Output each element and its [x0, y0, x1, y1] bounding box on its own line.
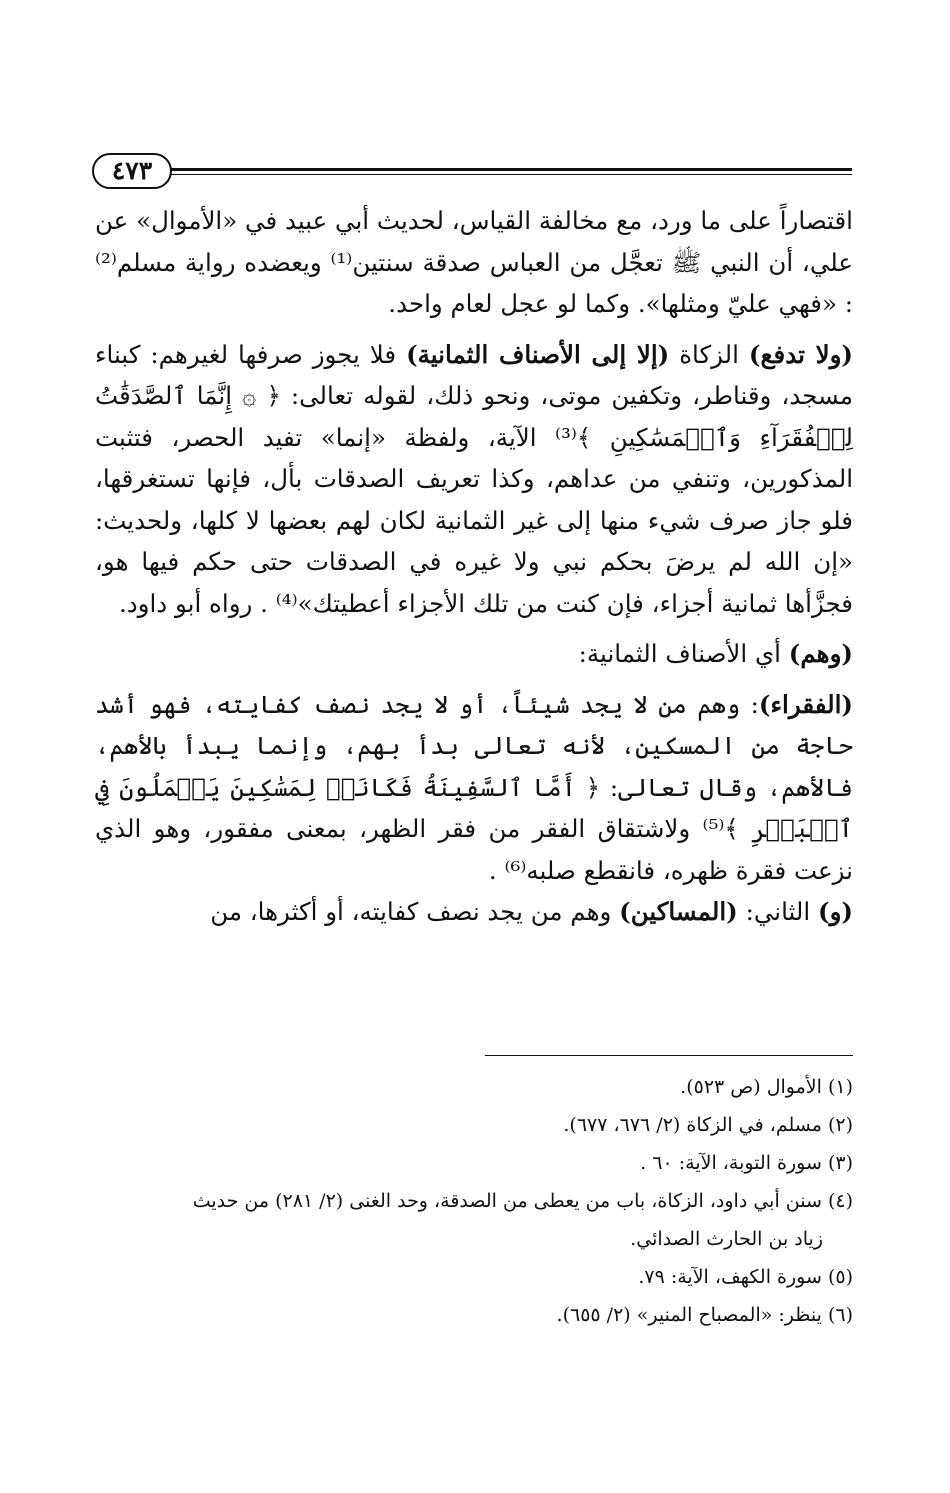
footnote-continuation: زياد بن الحارث الصدائي.	[630, 1228, 823, 1250]
paragraph-2	[95, 334, 853, 625]
footnote-text: سورة الكهف، الآية: ٧٩.	[638, 1266, 828, 1288]
footnote	[95, 1296, 853, 1334]
footnote-number: (٥)	[827, 1266, 853, 1288]
paragraph-5	[95, 891, 853, 933]
bold-term: (و)	[817, 897, 853, 926]
paragraph-text: الثاني:	[737, 897, 818, 926]
footnote-number: (١)	[827, 1076, 853, 1098]
footnote	[95, 1106, 853, 1144]
footnote-number: (٦)	[827, 1304, 853, 1326]
footnote-text: سنن أبي داود، الزكاة، باب من يعطى من الصدقة، وحد الغنى (٢/ ٢٨١) من حديث	[192, 1190, 828, 1212]
footnote	[95, 1182, 853, 1258]
footnote-text: سورة التوبة، الآية: ٦٠ .	[640, 1152, 828, 1174]
bold-term: (إلا إلى الأصناف الثمانية)	[406, 339, 670, 369]
paragraph-4	[95, 684, 853, 892]
paragraph-text: اقتصاراً على ما ورد، مع مخالفة القياس، لحديث أبي عبيد في «الأموال» عن علي، أن النبي ﷺ تعجَّل من العباس صدقة سنتين⁽¹⁾ ويعضده رواية مسلم⁽²⁾ : «فهي عليّ ومثلها». وكما لو عجل لعام واحد.	[95, 206, 853, 318]
footnote-number: (٢)	[827, 1114, 853, 1136]
paragraph-text: وهم من يجد نصف كفايته، أو أكثرها، من	[210, 897, 620, 926]
footnote	[95, 1258, 853, 1296]
main-text	[95, 200, 853, 933]
bold-term: (ولا تدفع)	[748, 339, 853, 369]
footnote-text: ينظر: «المصباح المنير» (٢/ ٦٥٥).	[556, 1304, 828, 1326]
footnote-number: (٣)	[827, 1152, 853, 1174]
paragraph-text: فلا يجوز صرفها لغيرهم: كبناء مسجد، وقناطر، وتكفين موتى، ونحو ذلك، لقوله تعالى: ﴿ ۞ إِنَّمَا ٱلصَّدَقَٰتُ لِلۡفُقَرَآءِ وَٱلۡمَسَٰكِينِ ﴾⁽³⁾ الآية، ولفظة «إنما» تفيد الحصر، فتثبت المذكورين، وتنفي من عداهم، وكذا تعريف الصدقات بأل، فإنها تستغرقها، فلو جاز صرف شيء منها إلى غير الثمانية لكان لهم بعضها لا كلها، ولحديث: «إن الله لم يرضَ بحكم نبي ولا غيره في الصدقات حتى حكم فيها هو، فجزَّأها ثمانية أجزاء، فإن كنت من تلك الأجزاء أعطيتك»⁽⁴⁾ . رواه أبو داود.	[95, 339, 853, 618]
header-rule-thick	[162, 168, 852, 171]
footnote	[95, 1068, 853, 1106]
paragraph-text: الزكاة	[669, 339, 749, 369]
footnote-number: (٤)	[827, 1190, 853, 1212]
footnote-text: الأموال (ص ٥٢٣).	[680, 1076, 828, 1098]
header-rule-thin	[162, 174, 852, 175]
page-header	[92, 150, 852, 190]
paragraph-text: : وهم من لا يجد شيئاً، أو لا يجد نصف كفايته، فهو أشد حاجة من المسكين، لأنه تعالى بدأ بهم، وإنما يبدأ بالأهم، فالأهم، وقال تعالى: ﴿ أَمَّا ٱلسَّفِينَةُ فَكَانَتۡ لِمَسَٰكِينَ يَعۡمَلُونَ فِي ٱلۡبَحۡرِ ﴾⁽⁵⁾ ولاشتقاق الفقر من فقر الظهر، بمعنى مفقور، وهو الذي نزعت فقرة ظهره، فانقطع صلبه⁽⁶⁾ .	[95, 689, 853, 885]
footnotes	[95, 1068, 853, 1334]
footnote-separator	[485, 1055, 853, 1056]
bold-term: (المساكين)	[619, 897, 738, 926]
paragraph-3	[95, 633, 853, 675]
footnote	[95, 1144, 853, 1182]
footnote-text: مسلم، في الزكاة (٢/ ٦٧٦، ٦٧٧).	[563, 1114, 828, 1136]
paragraph-text: أي الأصناف الثمانية:	[578, 639, 789, 668]
bold-term: (الفقراء)	[758, 689, 853, 719]
page-number: ٤٧٣	[92, 153, 172, 189]
bold-term: (وهم)	[788, 639, 853, 668]
paragraph-1	[95, 200, 853, 325]
